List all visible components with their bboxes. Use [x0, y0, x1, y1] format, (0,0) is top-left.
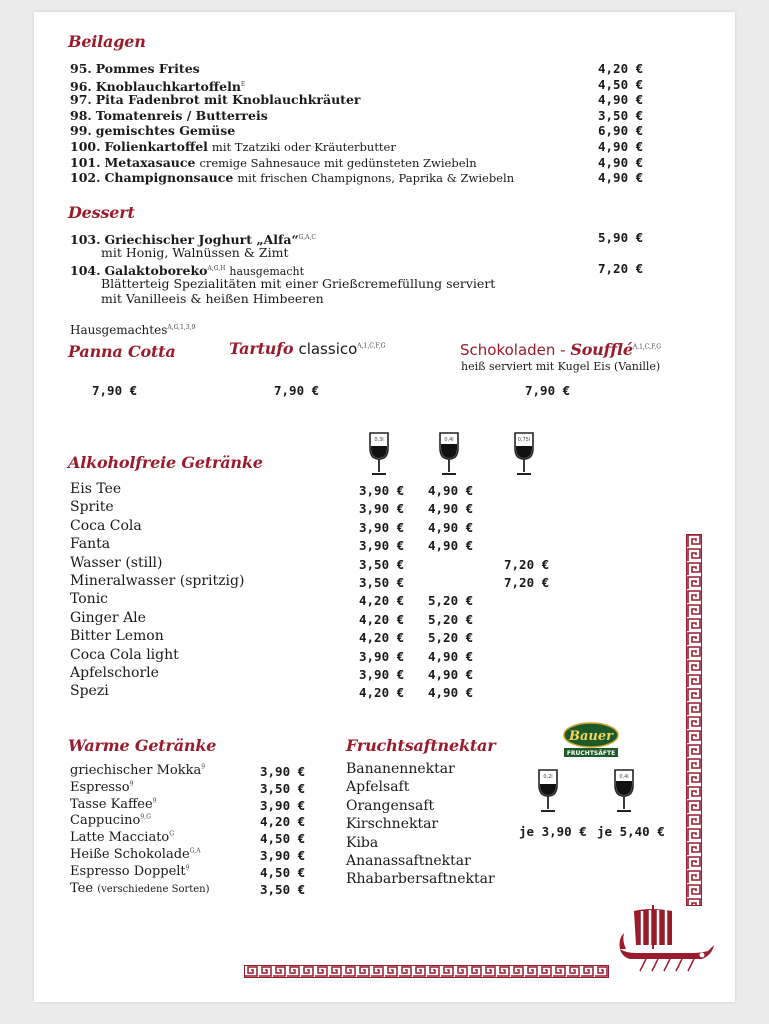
- warme-heading: Warme Getränke: [68, 736, 217, 755]
- dessert-item-103-desc: mit Honig, Walnüssen & Zimt: [101, 245, 289, 260]
- warm-drink: [70, 881, 210, 896]
- item-number: 100.: [70, 139, 101, 154]
- price-small: 3,90 €: [359, 648, 405, 664]
- drink-name: Spezi: [70, 683, 109, 700]
- greek-key-border-vertical: [686, 534, 702, 910]
- item-name: Folienkartoffel: [104, 139, 208, 154]
- drink-name: Sprite: [70, 499, 114, 516]
- souffle-name: [460, 340, 661, 359]
- warm-drink-price: 3,90 €: [260, 764, 306, 779]
- beilagen-item: [70, 108, 268, 124]
- allergen-codes: 9: [129, 780, 134, 788]
- beilagen-item: [70, 92, 360, 108]
- price-medium: 5,20 €: [428, 611, 474, 627]
- wine-glass-icon: [536, 768, 560, 814]
- souffle-price: 7,90 €: [525, 383, 571, 398]
- price-small: 3,90 €: [359, 519, 405, 535]
- beilagen-item: [70, 123, 235, 139]
- item-desc: mit Tzatziki oder Kräuterbutter: [211, 140, 396, 154]
- tartufo-plain: classico: [298, 340, 358, 358]
- souffle-script: Soufflé: [570, 340, 633, 359]
- tartufo-price: 7,90 €: [274, 383, 320, 398]
- item-number: 95.: [70, 61, 92, 76]
- item-name: Metaxasauce: [104, 154, 196, 170]
- price-small: 3,90 €: [359, 483, 405, 498]
- price-medium: 4,90 €: [428, 501, 474, 517]
- drink-name: Latte Macciato: [70, 830, 170, 846]
- drink-name: Eis Tee: [70, 481, 122, 497]
- beilagen-item: [70, 170, 514, 187]
- price-small: 3,90 €: [359, 667, 405, 682]
- wine-glass-icon: [612, 768, 636, 814]
- warm-drink-price: 3,90 €: [260, 797, 306, 813]
- wine-glass-icon: [437, 431, 461, 477]
- item-name: Galaktoboreko: [104, 263, 208, 279]
- allergen-codes: G,A,C: [298, 234, 316, 241]
- drink-name: Tee: [70, 880, 94, 896]
- price-large: 7,20 €: [504, 575, 550, 590]
- allergen-codes: A,G,H: [207, 265, 226, 272]
- drink-name: Ginger Ale: [70, 609, 146, 626]
- price-medium: 4,90 €: [428, 667, 474, 682]
- souffle-desc: heiß serviert mit Kugel Eis (Vanille): [461, 360, 661, 373]
- price-medium: 4,90 €: [428, 519, 474, 535]
- wine-glass-icon: [367, 431, 391, 477]
- juice-name: Bananennektar: [346, 761, 455, 777]
- glass-size: 0,75l: [517, 437, 531, 443]
- item-number: 99.: [70, 123, 92, 139]
- logo-text: Bauer: [569, 729, 613, 744]
- label-text: Hausgemachtes: [70, 323, 168, 337]
- warm-drink: [70, 847, 201, 862]
- beilagen-price: 4,50 €: [598, 76, 644, 92]
- beilagen-price: 4,90 €: [598, 170, 644, 186]
- price-medium: 5,20 €: [428, 630, 474, 646]
- item-name: Pommes Frites: [95, 61, 200, 76]
- price-small: 3,50 €: [359, 556, 405, 572]
- allergen-codes: 9: [152, 797, 157, 805]
- item-number: 98.: [70, 107, 92, 123]
- price-medium: 4,90 €: [428, 483, 474, 498]
- warm-drink: [70, 797, 157, 812]
- dessert-item-104-line3: mit Vanilleeis & heißen Himbeeren: [101, 291, 324, 306]
- price-small: 4,20 €: [359, 685, 405, 701]
- price-small: 3,50 €: [359, 575, 405, 590]
- glass-size: 0,4l: [619, 774, 629, 780]
- allergen-codes: G: [169, 830, 175, 838]
- item-desc: cremige Sahnesauce mit gedünsteten Zwiebeln: [199, 155, 477, 170]
- allergen-codes: A,G,1,3,9: [167, 324, 196, 331]
- allergen-codes: E: [240, 80, 246, 88]
- juice-name: Kiba: [346, 834, 379, 851]
- price-medium: 4,90 €: [428, 648, 474, 664]
- panna-cotta-name: Panna Cotta: [68, 342, 176, 361]
- juice-name: Ananassaftnektar: [346, 853, 471, 869]
- dessert-heading: Dessert: [68, 203, 135, 222]
- drink-name: Espresso: [70, 779, 130, 795]
- juice-name: Kirschnektar: [346, 816, 439, 833]
- item-number: 96.: [70, 78, 92, 94]
- item-desc: hausgemacht: [229, 265, 304, 279]
- price-small: 4,20 €: [359, 630, 405, 646]
- beilagen-price: 6,90 €: [598, 123, 644, 139]
- tartufo-script: Tartufo: [229, 339, 294, 358]
- drink-name: Tasse Kaffee: [70, 796, 153, 812]
- beilagen-heading: Beilagen: [68, 32, 146, 51]
- bauer-logo: [562, 722, 620, 758]
- beilagen-price: 4,20 €: [598, 61, 644, 76]
- juice-name: Rhabarbersaftnektar: [346, 871, 495, 888]
- beilagen-item: [70, 155, 477, 172]
- wine-glass-icon: [512, 431, 536, 477]
- allergen-codes: 9: [185, 864, 190, 872]
- logo-subtext: FRUCHTSÄFTE: [566, 750, 616, 757]
- warm-drink: [70, 830, 174, 845]
- warm-drink-price: 4,20 €: [260, 814, 306, 830]
- drink-name: Heiße Schokolade: [70, 847, 190, 862]
- drink-name: Apfelschorle: [70, 665, 159, 681]
- item-name: Champignonsauce: [104, 170, 234, 186]
- frucht-price-small: je 3,90 €: [519, 824, 587, 839]
- dessert-item-103-price: 5,90 €: [598, 230, 644, 245]
- warm-drink: [70, 780, 133, 795]
- alkoholfrei-heading: Alkoholfreie Getränke: [68, 453, 263, 472]
- frucht-price-large: je 5,40 €: [597, 824, 665, 839]
- tartufo-name: [229, 339, 385, 358]
- warm-drink: [70, 763, 205, 778]
- warm-drink-price: 3,90 €: [260, 848, 306, 863]
- allergen-codes: A,1,C,F,G: [632, 343, 662, 351]
- price-small: 4,20 €: [359, 611, 405, 627]
- item-name: gemischtes Gemüse: [95, 123, 236, 139]
- beilagen-price: 3,50 €: [598, 107, 644, 123]
- warm-drink: [70, 813, 151, 828]
- drink-name: Cappucino: [70, 813, 141, 829]
- drink-name: Fanta: [70, 536, 111, 553]
- frucht-heading: Fruchtsaftnektar: [346, 736, 496, 755]
- hausgemacht-label: [70, 323, 195, 337]
- panna-cotta-price: 7,90 €: [92, 383, 138, 398]
- dessert-item-104-price: 7,20 €: [598, 261, 644, 276]
- beilagen-price: 4,90 €: [598, 92, 644, 108]
- drink-name: griechischer Mokka: [70, 763, 202, 778]
- glass-size: 0,3l: [374, 437, 384, 443]
- price-small: 3,90 €: [359, 501, 405, 517]
- allergen-codes: A,1,C,F,G: [357, 342, 386, 350]
- beilagen-price: 4,90 €: [598, 139, 644, 154]
- item-number: 101.: [70, 154, 101, 170]
- greek-ship-icon: [616, 905, 716, 989]
- item-name: Pita Fadenbrot mit Knoblauchkräuter: [95, 92, 361, 108]
- item-name: Tomatenreis / Butterreis: [95, 107, 268, 123]
- item-number: 102.: [70, 170, 101, 186]
- price-large: 7,20 €: [504, 556, 550, 572]
- drink-name: Bitter Lemon: [70, 628, 164, 645]
- price-small: 3,90 €: [359, 538, 405, 554]
- item-number: 97.: [70, 92, 92, 108]
- warm-drink-price: 4,50 €: [260, 864, 306, 880]
- allergen-codes: G,A: [189, 847, 201, 855]
- item-name: Knoblauchkartoffeln: [95, 78, 241, 94]
- item-name: Griechischer Joghurt „Alfa“: [104, 232, 299, 248]
- allergen-codes: 9: [201, 763, 206, 771]
- beilagen-item: [70, 139, 396, 156]
- drink-note: (verschiedene Sorten): [97, 883, 210, 895]
- warm-drink-price: 4,50 €: [260, 831, 306, 847]
- beilagen-price: 4,90 €: [598, 154, 644, 170]
- item-number: 104.: [70, 263, 101, 279]
- price-medium: 4,90 €: [428, 685, 474, 701]
- souffle-plain: Schokoladen -: [460, 341, 571, 359]
- warm-drink: [70, 864, 190, 879]
- drink-name: Mineralwasser (spritzig): [70, 573, 245, 589]
- drink-name: Tonic: [70, 591, 109, 608]
- item-desc: mit frischen Champignons, Paprika & Zwiebeln: [237, 171, 515, 186]
- drink-name: Wasser (still): [70, 554, 163, 571]
- dessert-item-104-line2: Blätterteig Spezialitäten mit einer Grießcremefüllung serviert: [101, 276, 496, 291]
- price-small: 4,20 €: [359, 593, 405, 609]
- greek-key-border-horizontal: [244, 963, 609, 982]
- drink-name: Espresso Doppelt: [70, 863, 186, 879]
- item-number: 103.: [70, 232, 101, 248]
- juice-name: Orangensaft: [346, 797, 435, 814]
- warm-drink-price: 3,50 €: [260, 780, 306, 796]
- juice-name: Apfelsaft: [346, 779, 410, 796]
- glass-size: 0,4l: [444, 437, 454, 443]
- glass-size: 0,2l: [543, 774, 553, 780]
- allergen-codes: 9,G: [140, 814, 151, 822]
- drink-name: Coca Cola: [70, 517, 142, 534]
- warm-drink-price: 3,50 €: [260, 881, 306, 897]
- drink-name: Coca Cola light: [70, 646, 179, 663]
- beilagen-item: [70, 61, 200, 77]
- price-medium: 5,20 €: [428, 593, 474, 609]
- price-medium: 4,90 €: [428, 538, 474, 554]
- menu-page: [34, 12, 735, 1002]
